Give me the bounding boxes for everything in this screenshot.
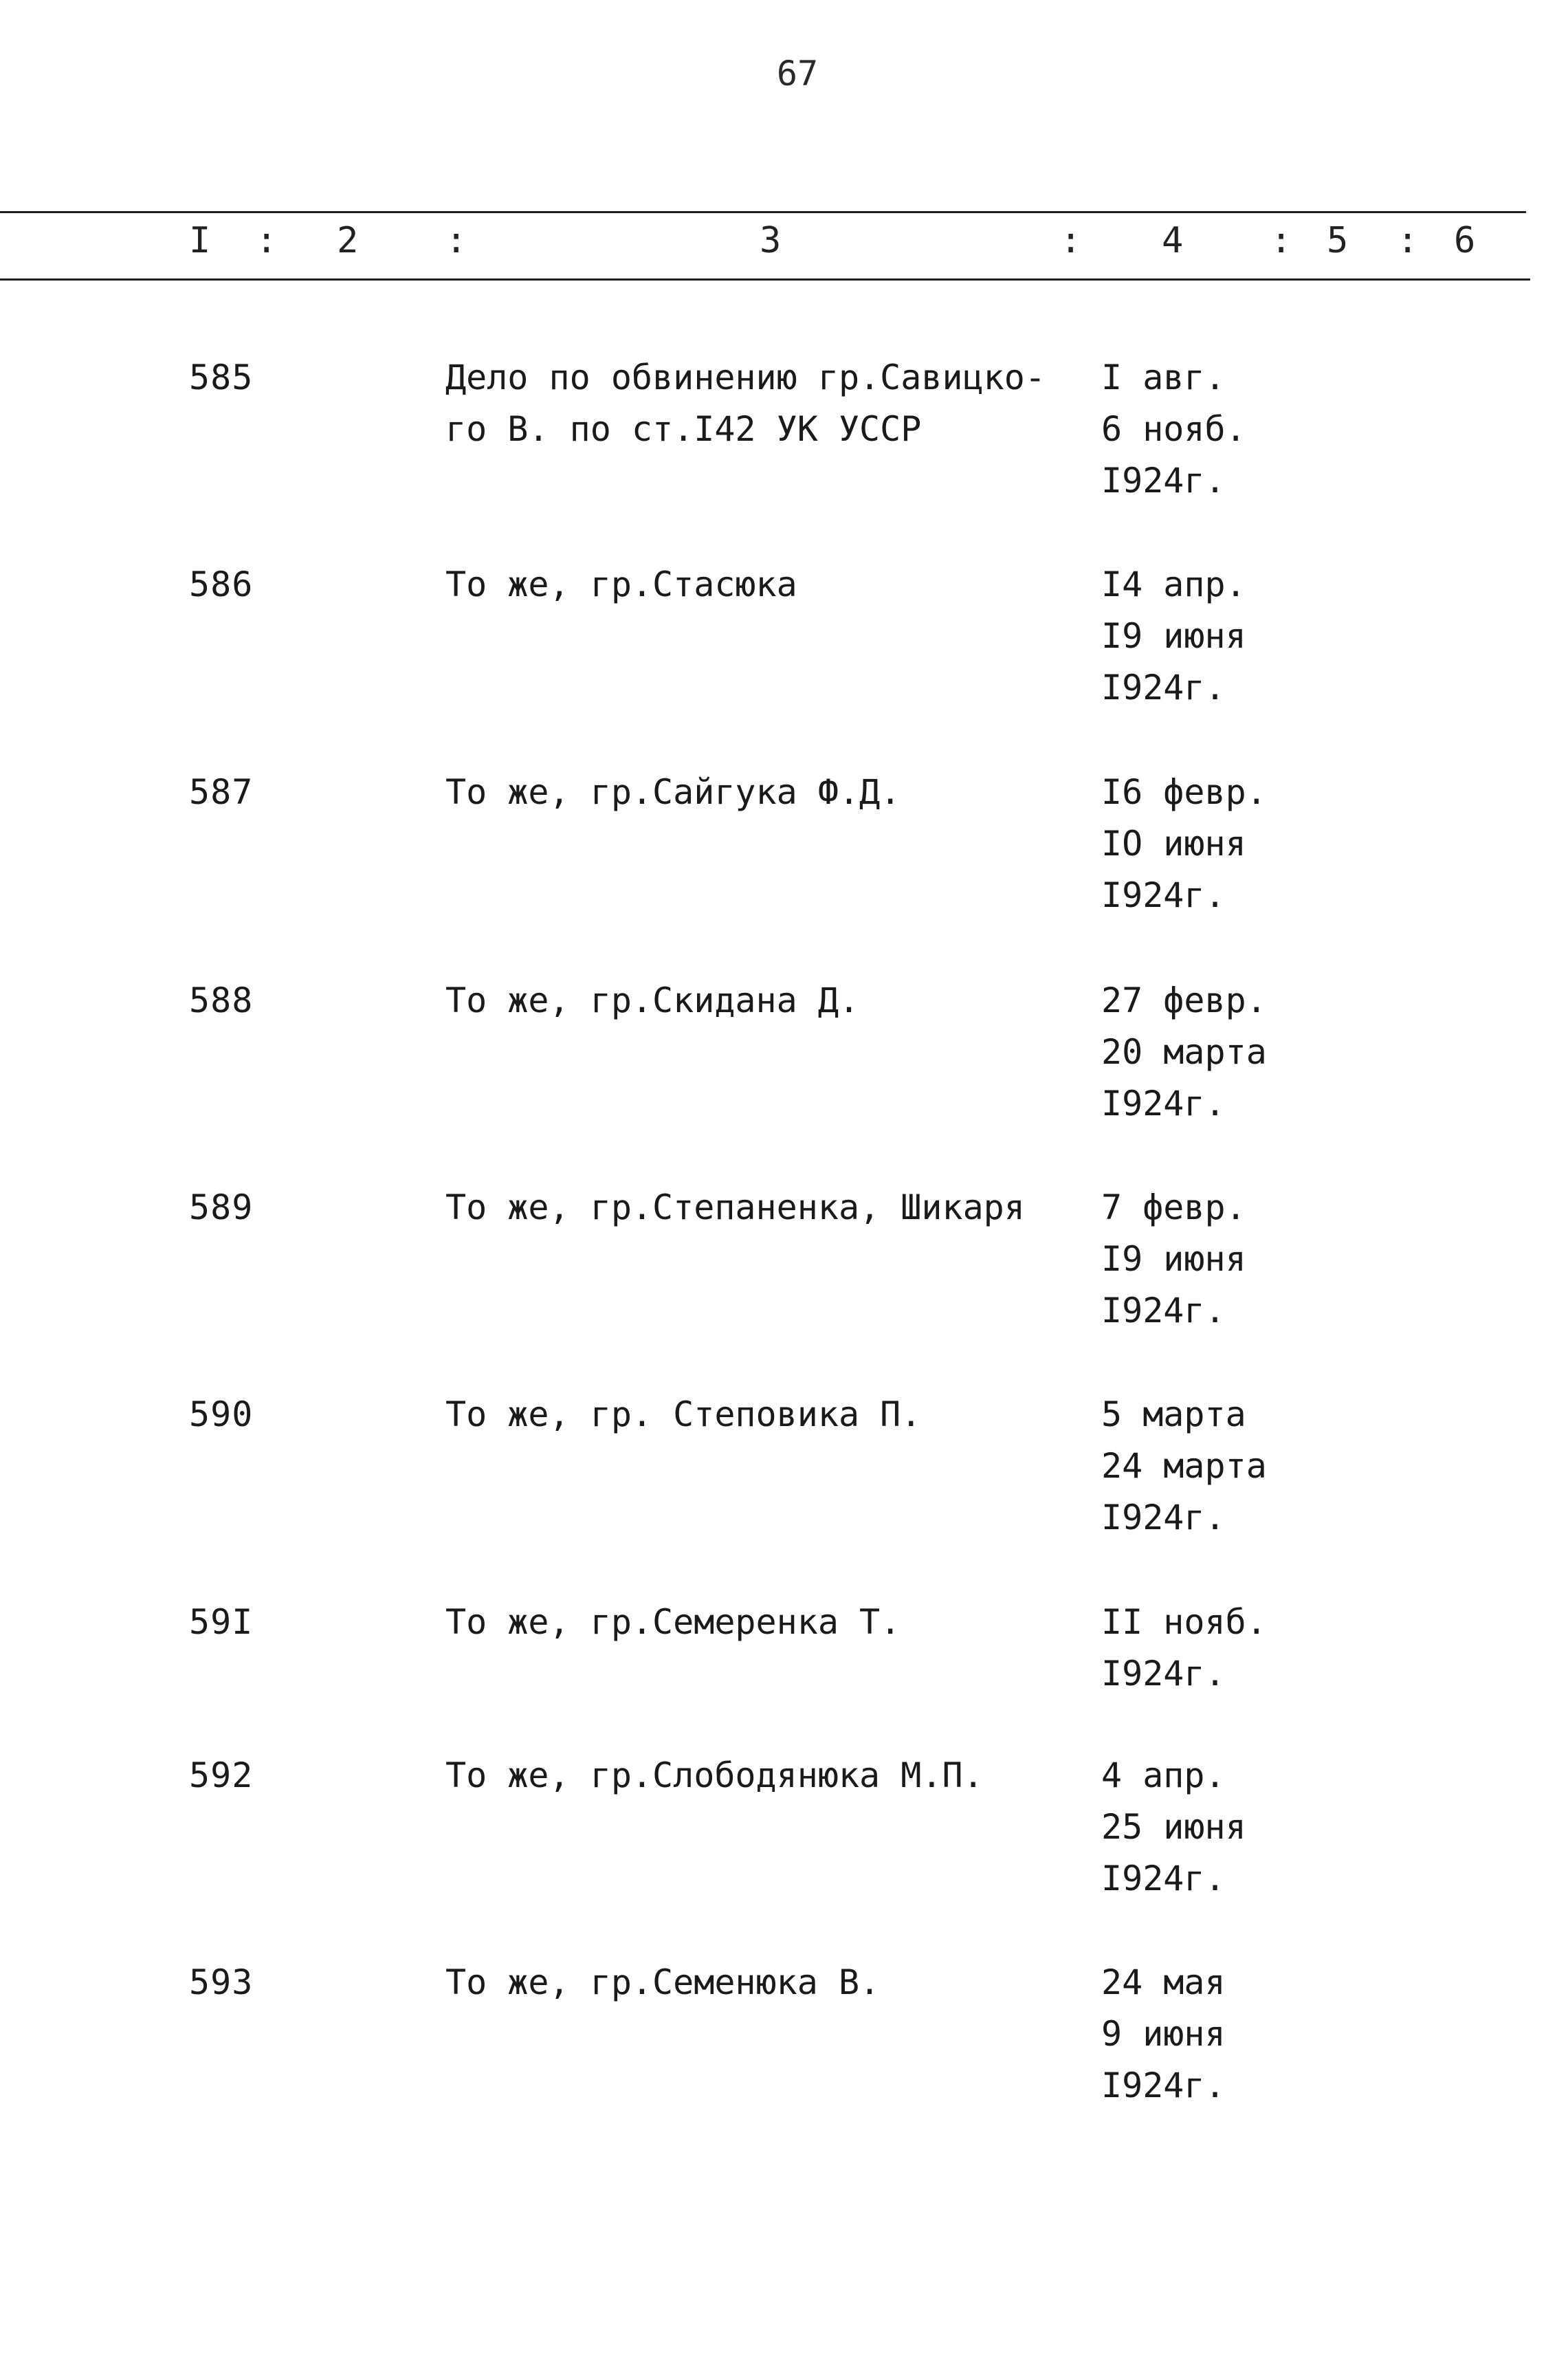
case-title [445,1182,1085,1234]
date-start: 24 мая [1101,1962,1226,2002]
case-title [445,352,1085,455]
date-end: 25 июня [1101,1807,1246,1847]
case-title-line: го В. по ст.I42 УК УССР [445,409,922,449]
date-year: I924г. [1101,875,1226,915]
case-number: 593 [189,1962,254,2002]
case-title [445,1597,1085,1648]
header-col-4: 4 [1162,220,1184,261]
case-title-line: То же, гр.Скидана Д. [445,981,860,1020]
date-end: 6 нояб. [1101,409,1246,449]
header-separator: : [1060,220,1082,261]
date-start: 7 февр. [1101,1187,1246,1227]
case-dates [1101,1597,1267,1700]
date-end: IO июня [1101,824,1246,864]
header-separator: : [1270,220,1292,261]
case-title [445,767,1085,818]
case-dates [1101,1389,1267,1544]
case-title-line: То же, гр.Степаненка, Шикаря [445,1187,1025,1227]
case-number: 586 [189,565,254,604]
date-year: I924г. [1101,668,1226,708]
date-end: 24 марта [1101,1446,1267,1486]
date-year: I924г. [1101,461,1226,501]
date-year: I924г. [1101,1498,1226,1537]
case-title [445,1750,1085,1801]
header-col-2: 2 [337,220,359,261]
case-number: 590 [189,1394,254,1434]
case-title-line: То же, гр.Сайгука Ф.Д. [445,772,901,812]
date-year: I924г. [1101,1291,1226,1330]
case-dates [1101,559,1246,714]
case-title-line: То же, гр.Семеренка Т. [445,1602,901,1642]
date-year: I924г. [1101,1654,1226,1694]
case-number: 592 [189,1755,254,1795]
case-dates [1101,352,1246,507]
case-title-line: Дело по обвинению гр.Савицко- [445,358,1046,397]
date-start: 4 апр. [1101,1755,1226,1795]
case-dates [1101,1182,1246,1337]
date-start: I4 апр. [1101,565,1246,604]
date-start: 5 марта [1101,1394,1246,1434]
date-year: I924г. [1101,2066,1226,2105]
table-top-rule [0,211,1526,213]
header-col-3: 3 [760,220,782,261]
case-dates [1101,1957,1226,2112]
header-separator: : [1397,220,1419,261]
date-start: II нояб. [1101,1602,1267,1642]
date-start: 27 февр. [1101,981,1267,1020]
case-title [445,1957,1085,2008]
case-dates [1101,1750,1246,1905]
case-number: 585 [189,358,254,397]
header-separator: : [445,220,467,261]
date-start: I авг. [1101,358,1226,397]
case-dates [1101,975,1267,1130]
case-title [445,559,1085,611]
header-col-6: 6 [1454,220,1476,261]
case-title-line: То же, гр. Степовика П. [445,1394,922,1434]
case-dates [1101,767,1267,921]
case-number: 587 [189,772,254,812]
case-number: 59I [189,1602,254,1642]
date-start: I6 февр. [1101,772,1267,812]
date-end: 9 июня [1101,2014,1226,2054]
case-title-line: То же, гр.Стасюка [445,565,797,604]
date-year: I924г. [1101,1084,1226,1124]
case-number: 589 [189,1187,254,1227]
header-col-5: 5 [1327,220,1349,261]
page-number: 67 [776,54,819,94]
case-title [445,975,1085,1027]
date-end: I9 июня [1101,1239,1246,1279]
date-end: 20 марта [1101,1032,1267,1072]
date-year: I924г. [1101,1859,1226,1898]
case-title-line: То же, гр.Слободянюка М.П. [445,1755,984,1795]
date-end: I9 июня [1101,616,1246,656]
case-title-line: То же, гр.Семенюка В. [445,1962,881,2002]
case-title [445,1389,1085,1441]
header-col-1: I [189,220,211,261]
table-header-rule [0,278,1530,281]
case-number: 588 [189,981,254,1020]
header-separator: : [256,220,278,261]
